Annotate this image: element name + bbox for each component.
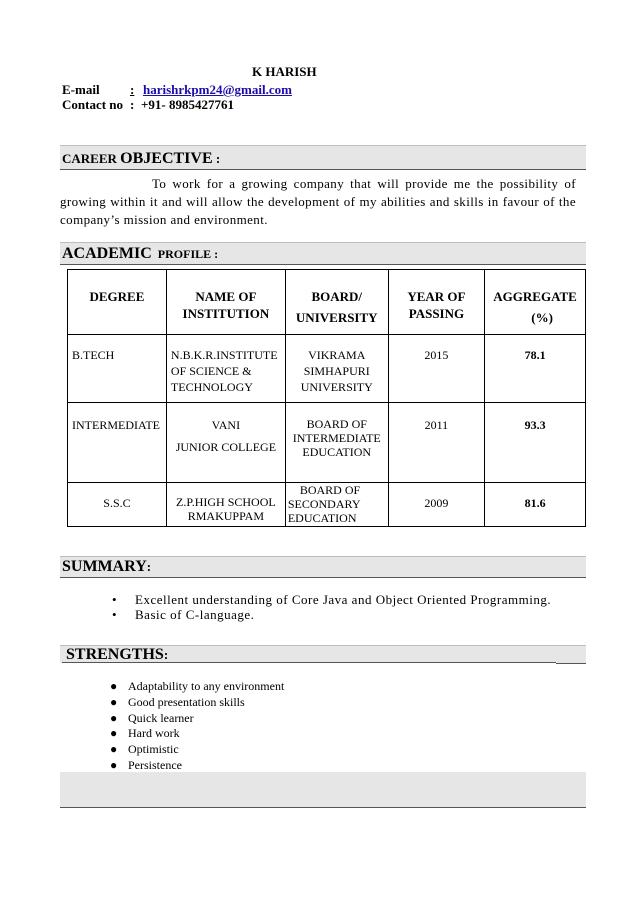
strengths-underline-end — [556, 663, 586, 664]
board-line: VIKRAMA — [308, 348, 366, 362]
bullet-icon: • — [112, 607, 118, 622]
career-title-colon: : — [212, 151, 221, 166]
header-institution-line1: NAME OF — [195, 289, 257, 304]
header-aggregate-line1: AGGREGATE — [493, 289, 577, 304]
email-separator: : — [130, 82, 135, 97]
board-line: SECONDARY — [287, 497, 361, 511]
summary-item-text: Excellent understanding of Core Java and Object Oriented Programming. — [135, 592, 552, 607]
email-link[interactable] — [143, 82, 292, 98]
header-year-line2: PASSING — [408, 306, 465, 321]
header-year — [388, 270, 485, 335]
cell-degree: INTERMEDIATE — [68, 403, 167, 483]
header-board — [285, 270, 388, 335]
summary-title: SUMMARY — [62, 558, 147, 575]
bottom-shaded-bar — [60, 772, 586, 808]
cell-institution — [166, 483, 285, 527]
list-item — [110, 726, 284, 742]
strength-item-text: Good presentation skills — [128, 694, 245, 709]
bullet-icon: ● — [110, 710, 118, 725]
summary-heading — [62, 558, 151, 576]
list-item — [110, 695, 284, 711]
board-line: UNIVERSITY — [300, 380, 373, 394]
academic-title-small: PROFILE : — [151, 247, 219, 261]
institution-line: VANI — [211, 418, 241, 432]
institution-line: Z.P.HIGH SCHOOL — [176, 495, 276, 509]
institution-line: OF SCIENCE & — [170, 364, 252, 378]
bullet-icon: ● — [110, 742, 118, 757]
header-aggregate — [485, 270, 586, 335]
strengths-heading — [66, 646, 168, 664]
academic-title-big: ACADEMIC — [62, 245, 152, 262]
table-row — [68, 483, 586, 527]
cell-year: 2011 — [388, 403, 485, 483]
list-item — [112, 607, 551, 622]
board-line: EDUCATION — [302, 445, 372, 459]
header-institution — [166, 270, 285, 335]
academic-header-row — [68, 270, 586, 335]
career-title-big: OBJECTIVE — [120, 150, 213, 167]
list-item — [110, 742, 284, 758]
candidate-name: K HARISH — [252, 64, 317, 79]
header-year-line1: YEAR OF — [407, 289, 466, 304]
cell-aggregate: 81.6 — [485, 483, 586, 527]
strength-item-text: Persistence — [128, 757, 182, 772]
institution-line: RMAKUPPAM — [187, 509, 264, 523]
contact-value: +91- 8985427761 — [141, 97, 234, 112]
strength-item-text: Quick learner — [128, 710, 194, 725]
academic-table — [67, 269, 586, 527]
strengths-colon: : — [163, 647, 169, 662]
cell-board — [285, 483, 388, 527]
board-line: SIMHAPURI — [303, 364, 370, 378]
board-line: INTERMEDIATE — [292, 431, 381, 445]
cell-institution — [166, 403, 285, 483]
summary-list — [112, 592, 551, 622]
cell-year: 2015 — [388, 335, 485, 403]
academic-profile-heading — [62, 245, 218, 263]
bullet-icon: ● — [110, 679, 118, 693]
cell-board — [285, 335, 388, 403]
header-aggregate-line2: (%) — [531, 310, 553, 325]
list-item — [112, 592, 551, 607]
bullet-icon: • — [112, 592, 118, 607]
cell-year: 2009 — [388, 483, 485, 527]
board-line: EDUCATION — [287, 511, 357, 525]
career-objective-text — [60, 175, 576, 229]
strength-item-text: Hard work — [128, 726, 180, 741]
institution-line: JUNIOR COLLEGE — [175, 440, 277, 454]
header-board-line1: BOARD/ — [311, 289, 363, 304]
strengths-title: STRENGTHS — [66, 646, 164, 663]
header-board-line2: UNIVERSITY — [295, 310, 378, 325]
strength-item-text: Optimistic — [128, 742, 179, 757]
board-line: BOARD OF — [306, 417, 367, 431]
contact-separator: : — [130, 97, 135, 112]
institution-line: TECHNOLOGY — [170, 380, 253, 394]
table-row — [68, 335, 586, 403]
career-objective-body: To work for a growing company that will provide me the possibility of growing within it and will allow the development of my abilities and skills in favour of the company’s mission and environment. — [60, 176, 576, 227]
bullet-icon: ● — [110, 726, 118, 741]
list-item — [110, 711, 284, 727]
contact-label: Contact no — [62, 97, 124, 112]
bullet-icon: ● — [110, 694, 118, 709]
summary-colon: : — [146, 559, 152, 574]
cell-degree: B.TECH — [68, 335, 167, 403]
summary-item-text: Basic of C-language. — [135, 607, 255, 622]
cell-board — [285, 403, 388, 483]
career-objective-heading — [62, 150, 220, 168]
institution-line: N.B.K.R.INSTITUTE — [170, 348, 278, 362]
email-value[interactable]: harishrkpm24@gmail.com — [143, 82, 292, 97]
cell-institution — [166, 335, 285, 403]
bullet-icon: ● — [110, 757, 118, 772]
email-label: E-mail — [62, 82, 100, 97]
cell-aggregate: 93.3 — [485, 403, 586, 483]
header-degree — [68, 270, 167, 335]
header-institution-line2: INSTITUTION — [182, 306, 270, 321]
cell-aggregate: 78.1 — [485, 335, 586, 403]
cell-degree: S.S.C — [68, 483, 167, 527]
table-row — [68, 403, 586, 483]
board-line: BOARD OF — [299, 483, 361, 497]
strengths-list — [110, 679, 284, 774]
list-item — [110, 679, 284, 695]
career-title-small: CAREER — [62, 151, 121, 166]
header-degree-label: DEGREE — [89, 289, 145, 304]
strength-item-text: Adaptability to any environment — [128, 679, 285, 693]
